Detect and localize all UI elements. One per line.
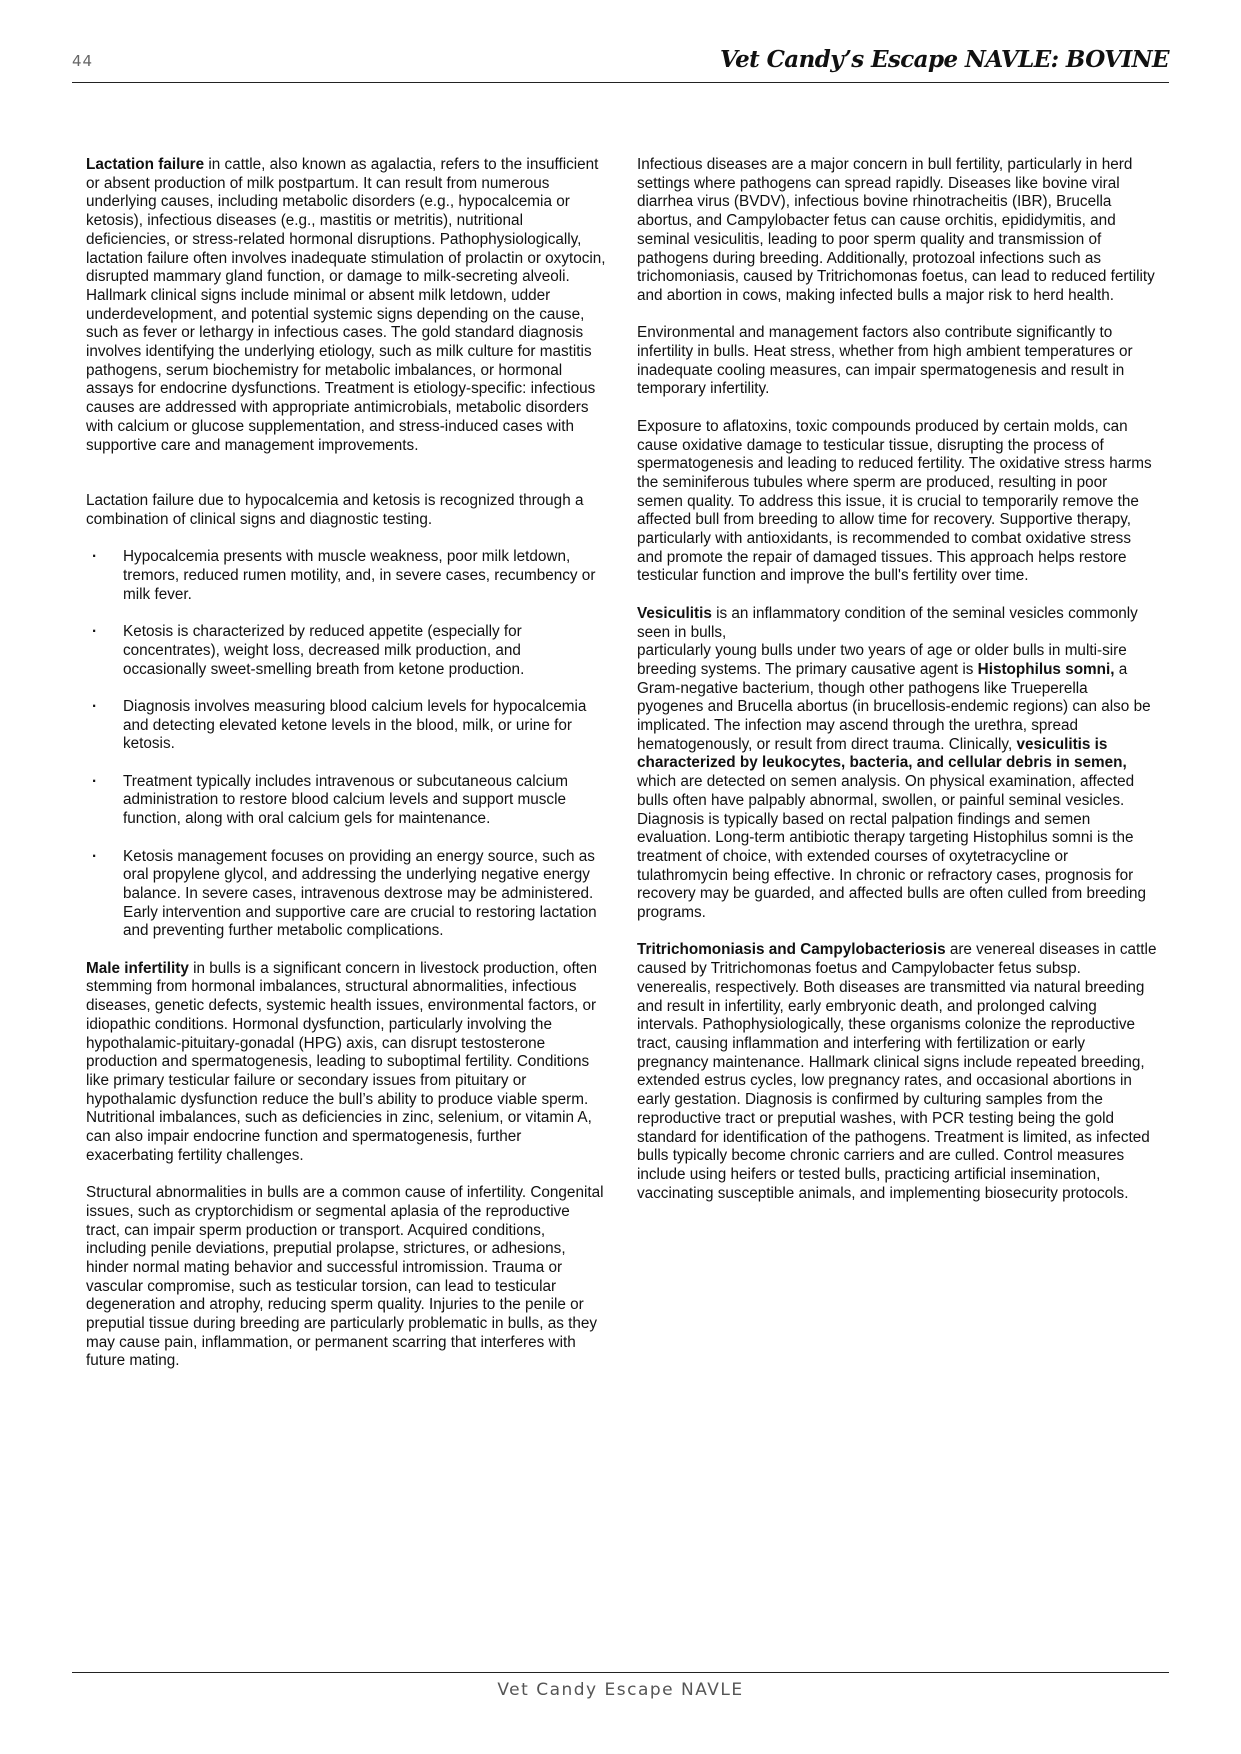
lactation-failure-text: in cattle, also known as agalactia, refers to the insufficient or absent production of milk postpartum. It can result from numerous underlying causes, including metabolic disorders (e.g., hypocalcemia or ketosis), infectious diseases (e.g., mastitis or metritis), nutritional deficiencies, or stress-related hormonal disruptions. Pathophysiologically, lactation failure often involves inadequate stimulation of prolactin or oxytocin, disrupted mammary gland function, or damage to milk-secreting alveoli. Hallmark clinical signs include minimal or absent milk letdown, udder underdevelopment, and potential systemic signs depending on the cause, such as fever or lethargy in infectious cases. The gold standard diagnosis involves identifying the underlying etiology, such as milk culture for mastitis pathogens, serum biochemistry for metabolic imbalances, or hormonal assays for endocrine dysfunctions. Treatment is etiology-specific: infectious causes are addressed with appropriate antimicrobials, metabolic disorders with calcium or glucose supplementation, and stress-induced cases with supportive care and management improvements. (86, 156, 606, 454)
paragraph-male-infertility (86, 960, 606, 1166)
paragraph-structural-abnormalities: Structural abnormalities in bulls are a common cause of infertility. Congenital issues, such as cryptorchidism or segmental aplasia of the reproductive tract, can impair sperm production or transport. Acquired conditions, including penile deviations, preputial prolapse, strictures, or adhesions, hinder normal mating behavior and successful intromission. Trauma or vascular compromise, such as testicular torsion, can lead to testicular degeneration and atrophy, reducing sperm quality. Injuries to the penile or preputial tissue during breeding are particularly problematic in bulls, as they may cause pain, inflammation, or permanent scarring that interferes with future mating. (86, 1184, 604, 1370)
term-male-infertility: Male infertility (86, 959, 189, 977)
paragraph-lactation-failure (86, 156, 606, 455)
header-divider (72, 82, 1169, 83)
vesiculitis-text-1: is an inflammatory condition of the seminal vesicles commonly seen in bulls, (637, 604, 1138, 641)
running-header-title: Vet Candy’s Escape NAVLE: BOVINE (720, 46, 1169, 73)
vesiculitis-key-finding: vesiculitis is characterized by leukocytes, bacteria, and cellular debris in semen, (637, 735, 1127, 772)
bullet-item-diagnosis: · Diagnosis involves measuring blood calcium levels for hypocalcemia and detecting elevated ketone levels in the blood, milk, or urine for ketosis. (86, 698, 606, 754)
footer-text: Vet Candy Escape NAVLE (497, 1680, 744, 1700)
paragraph-infectious-diseases: Infectious diseases are a major concern in bull fertility, particularly in herd settings where pathogens can spread rapidly. Diseases like bovine viral diarrhea virus (BVDV), infectious bovine rhinotracheitis (IBR), Brucella abortus, and Campylobacter fetus can cause orchitis, epididymitis, and seminal vesiculitis, leading to poor sperm quality and transmission of pathogens during breeding. Additionally, protozoal infections such as trichomoniasis, caused by Tritrichomonas foetus, can lead to reduced fertility and abortion in cows, making infected bulls a major risk to herd health. (637, 156, 1155, 304)
page-number: 44 (72, 52, 94, 70)
paragraph-hypocalcemia-ketosis-intro: Lactation failure due to hypocalcemia and ketosis is recognized through a combination of clinical signs and diagnostic testing. (86, 492, 584, 528)
male-infertility-text: in bulls is a significant concern in livestock production, often stemming from hormonal imbalances, structural abnormalities, infectious diseases, genetic defects, systemic health issues, environmental factors, or idiopathic conditions. Hormonal dysfunction, particularly involving the hypothalamic-pituitary-gonadal (HPG) axis, can disrupt testosterone production and spermatogenesis, leading to suboptimal fertility. Conditions like primary testicular failure or secondary issues from pituitary or hypothalamic dysfunction reduce the bull’s ability to produce viable sperm. Nutritional imbalances, such as deficiencies in zinc, selenium, or vitamin A, can also impair endocrine function and spermatogenesis, further exacerbating fertility challenges. (86, 959, 597, 1164)
bullet-item-ketosis-management: · Ketosis management focuses on providing an energy source, such as oral propylene glycol, and addressing the underlying negative energy balance. In severe cases, intravenous dextrose may be administered. Early intervention and supportive care are crucial to restoring lactation and preventing further metabolic complications. (86, 848, 606, 942)
footer-divider (72, 1672, 1169, 1673)
bullet-item-hypocalcemia: · Hypocalcemia presents with muscle weakness, poor milk letdown, tremors, reduced rumen motility, and, in severe cases, recumbency or milk fever. (86, 548, 606, 604)
left-column (86, 156, 606, 1390)
term-tritrichomoniasis-campylobacteriosis: Tritrichomoniasis and Campylobacteriosis (637, 941, 946, 959)
bullet-item-treatment: · Treatment typically includes intravenous or subcutaneous calcium administration to restore blood calcium levels and support muscle function, along with oral calcium gels for maintenance. (86, 773, 606, 829)
paragraph-tritrichomoniasis (637, 941, 1157, 1203)
bullet-list (86, 548, 606, 941)
vesiculitis-text-4: which are detected on semen analysis. On physical examination, affected bulls often have palpably abnormal, swollen, or painful seminal vesicles. Diagnosis is typically based on rectal palpation findings and semen evaluation. Long-term antibiotic therapy targeting Histophilus somni is the treatment of choice, with extended courses of oxytetracycline or tulathromycin being effective. In chronic or refractory cases, prognosis for recovery may be guarded, and affected bulls are often culled from breeding programs. (637, 773, 1147, 922)
paragraph-vesiculitis (637, 605, 1157, 923)
bullet-item-ketosis: · Ketosis is characterized by reduced appetite (especially for concentrates), weight loss, decreased milk production, and occasionally sweet-smelling breath from ketone production. (86, 623, 606, 679)
term-vesiculitis: Vesiculitis (637, 604, 712, 622)
term-histophilus-somni: Histophilus somni, (977, 660, 1115, 678)
term-lactation-failure: Lactation failure (86, 156, 205, 173)
vesiculitis-text-2: particularly young bulls under two years of age or older bulls in multi-sire breeding systems. The primary causative agent is (637, 642, 1127, 678)
tritrichomoniasis-text: are venereal diseases in cattle caused by Tritrichomonas foetus and Campylobacter fetus subsp. venerealis, respectively. Both diseases are transmitted via natural breeding and result in infertility, early embryonic death, and prolonged calving intervals. Pathophysiologically, these organisms colonize the reproductive tract, causing inflammation and interfering with fertilization or early pregnancy maintenance. Hallmark clinical signs include repeated breeding, extended estrus cycles, low pregnancy rates, and occasional abortions in early gestation. Diagnosis is confirmed by culturing samples from the reproductive tract or preputial washes, with PCR testing being the gold standard for identification of the pathogens. Treatment is limited, as infected bulls typically become chronic carriers and are culled. Control measures include using heifers or tested bulls, practicing artificial insemination, vaccinating susceptible animals, and implementing biosecurity protocols. (637, 941, 1157, 1202)
paragraph-environmental-factors: Environmental and management factors also contribute significantly to infertility in bulls. Heat stress, whether from high ambient temperatures or inadequate cooling measures, can impair spermatogenesis and result in temporary infertility. (637, 324, 1133, 398)
paragraph-aflatoxins: Exposure to aflatoxins, toxic compounds produced by certain molds, can cause oxidative damage to testicular tissue, disrupting the process of spermatogenesis and leading to reduced fertility. The oxidative stress harms the seminiferous tubules where sperm are produced, resulting in poor semen quality. To address this issue, it is crucial to temporarily remove the affected bull from breeding to allow time for recovery. Supportive therapy, particularly with antioxidants, is recommended to combat oxidative stress and promote the repair of damaged tissues. This approach helps restore testicular function and improve the bull's fertility over time. (637, 417, 1152, 585)
right-column (637, 156, 1157, 1222)
vesiculitis-text-3: a Gram-negative bacterium, though other pathogens like Trueperella pyogenes and Brucella abortus (in brucellosis-endemic regions) can also be implicated. The infection may ascend through the urethra, spread hematogenously, or result from direct trauma. Clinically, (637, 660, 1151, 753)
